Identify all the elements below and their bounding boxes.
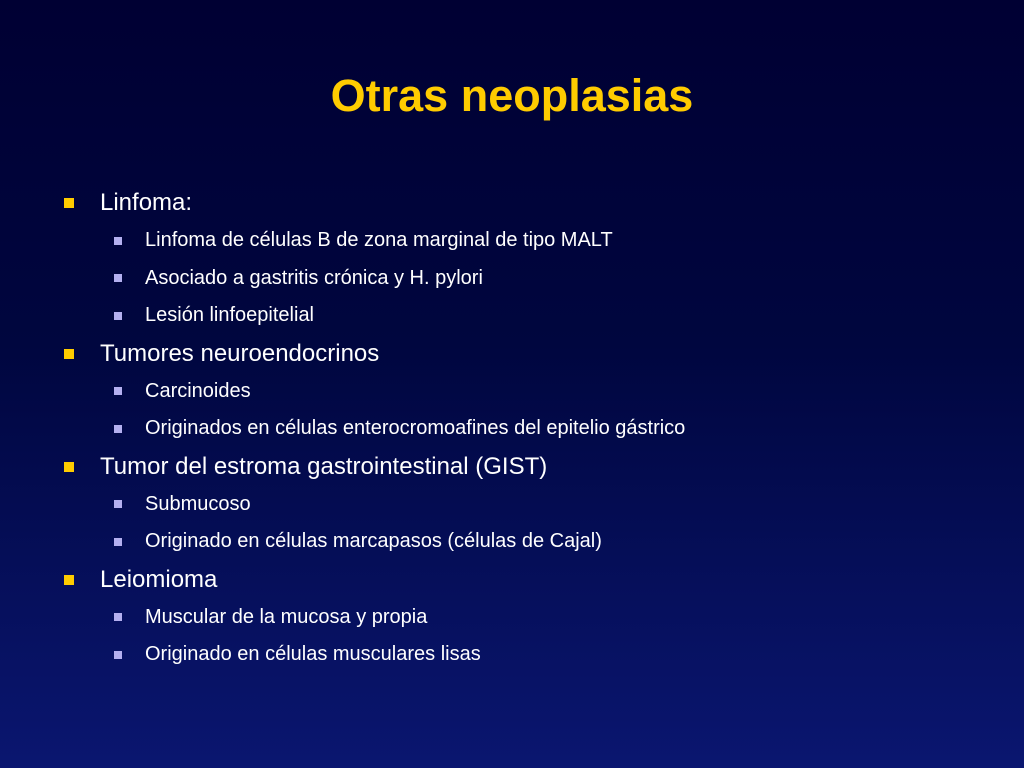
sub-bullet-item (60, 297, 1000, 335)
sub-bullet-item (60, 260, 1000, 298)
sub-bullet-text: Asociado a gastritis crónica y H. pylori (145, 266, 483, 289)
sub-bullet-text: Originado en células marcapasos (células de Cajal) (145, 530, 602, 552)
bullet-item (60, 335, 1000, 373)
square-bullet-icon (64, 349, 74, 359)
bullet-text: Linfoma: (100, 189, 193, 216)
square-sub-bullet-icon (114, 312, 122, 320)
square-sub-bullet-icon (114, 274, 122, 282)
bullet-group-gist (60, 448, 1000, 561)
bullet-item (60, 184, 1000, 222)
sub-bullet-item (60, 373, 1000, 411)
square-bullet-icon (64, 462, 74, 472)
bullet-group-linfoma (60, 184, 1000, 335)
sub-bullet-text: Originados en células enterocromoafines del epitelio gástrico (145, 417, 686, 439)
square-sub-bullet-icon (114, 500, 122, 508)
sub-bullet-text: Submucoso (145, 492, 251, 515)
square-bullet-icon (64, 575, 74, 585)
bullet-text: Leiomioma (100, 565, 218, 593)
bullet-text: Tumor del estroma gastrointestinal (GIST) (100, 452, 548, 480)
sub-bullet-item (60, 636, 1000, 674)
bullet-item (60, 561, 1000, 599)
bullet-text: Tumores neuroendocrinos (100, 339, 380, 367)
sub-bullet-item (60, 486, 1000, 524)
square-sub-bullet-icon (114, 651, 122, 659)
sub-bullet-item (60, 599, 1000, 637)
sub-bullet-text: Lesión linfoepitelial (145, 304, 315, 326)
slide-title: Otras neoplasias (330, 70, 694, 121)
square-sub-bullet-icon (114, 387, 122, 395)
bullet-item (60, 448, 1000, 486)
sub-bullet-item (60, 523, 1000, 561)
sub-bullet-text: Muscular de la mucosa y propia (145, 605, 428, 628)
square-sub-bullet-icon (114, 613, 122, 621)
square-sub-bullet-icon (114, 425, 122, 433)
bullet-group-neuroendocrinos (60, 335, 1000, 448)
bullet-group-leiomioma (60, 561, 1000, 674)
sub-bullet-text: Linfoma de células B de zona marginal de tipo MALT (145, 229, 613, 251)
bullet-list (60, 184, 1000, 674)
square-sub-bullet-icon (114, 538, 122, 546)
sub-bullet-text: Originado en células musculares lisas (145, 643, 481, 665)
sub-bullet-text: Carcinoides (145, 379, 251, 402)
sub-bullet-item (60, 410, 1000, 448)
square-bullet-icon (64, 198, 74, 208)
sub-bullet-item (60, 222, 1000, 260)
square-sub-bullet-icon (114, 237, 122, 245)
